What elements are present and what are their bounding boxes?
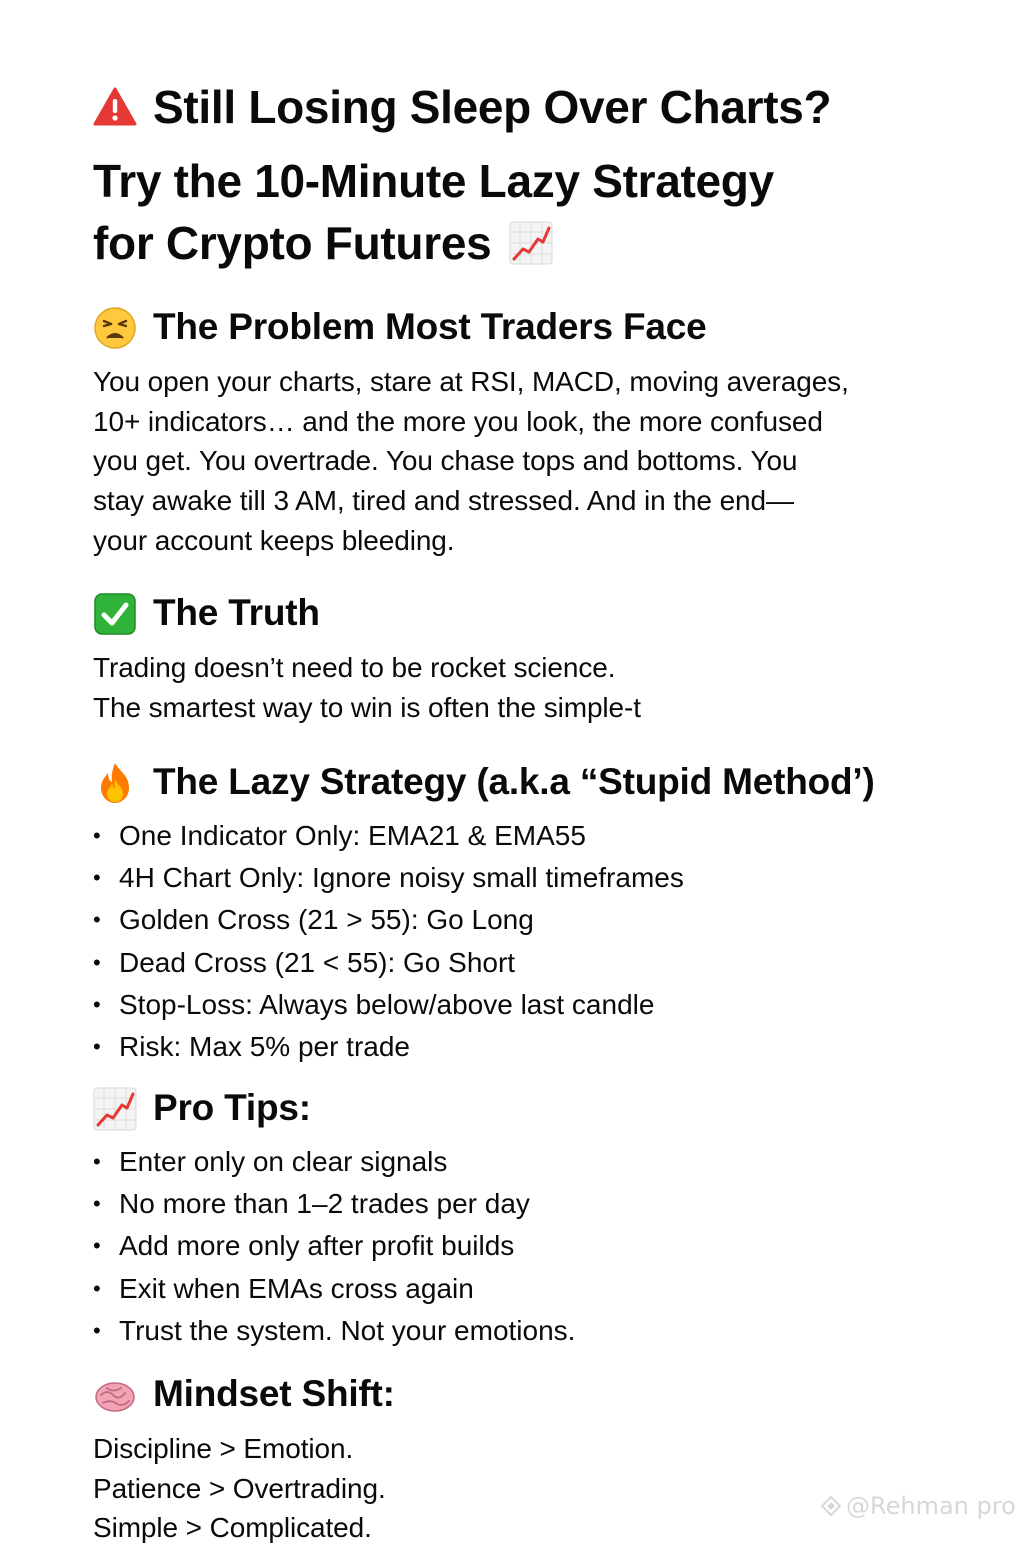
watermark — [820, 1492, 1016, 1520]
strategy-heading-text: The Lazy Strategy (a.k.a “Stupid Method’) — [153, 761, 875, 802]
tips-list — [93, 1142, 575, 1353]
strategy-item-label: Risk: — [119, 1031, 182, 1063]
list-item — [93, 943, 684, 985]
bullet-dot: • — [93, 865, 101, 891]
list-item — [93, 1226, 575, 1268]
tip-text: No more than 1–2 trades per day — [119, 1188, 530, 1220]
problem-line: your account keeps bleeding. — [93, 524, 455, 556]
truth-line: The smartest way to win is often the simple‑t — [93, 691, 641, 723]
list-item — [93, 1184, 575, 1226]
mindset-paragraph — [93, 1429, 953, 1548]
strategy-item-label: Dead Cross — [119, 946, 267, 978]
tips-heading — [93, 1086, 311, 1130]
list-item — [93, 985, 684, 1027]
chart-increasing-icon — [509, 221, 553, 265]
bullet-dot: • — [93, 1149, 101, 1174]
mindset-line: Simple > Complicated. — [93, 1512, 372, 1544]
bullet-dot: • — [93, 991, 101, 1017]
problem-line: 10+ indicators… and the more you look, the more confused — [93, 405, 823, 437]
check-mark-button-icon — [93, 592, 137, 634]
strategy-item-label: One Indicator Only: — [119, 820, 361, 851]
strategy-item-text: (21 < 55): Go Short — [266, 946, 516, 978]
strategy-item-text: (21 > 55): Go Long — [290, 904, 534, 936]
strategy-item-label: 4H Chart Only: — [119, 862, 305, 894]
problem-line: you get. You overtrade. You chase tops and bottoms. You — [93, 445, 798, 477]
list-item — [93, 816, 684, 858]
problem-heading-text: The Problem Most Traders Face — [153, 306, 707, 347]
bullet-dot: • — [93, 1233, 101, 1259]
strategy-item-text: Ignore noisy small timeframes — [304, 862, 684, 894]
bullet-dot: • — [93, 1275, 101, 1301]
list-item — [93, 1027, 684, 1069]
bullet-dot: • — [93, 1191, 101, 1217]
strategy-item-label: Stop-Loss: — [119, 988, 253, 1020]
title-text-2: Try the 10-Minute Lazy Strategy — [93, 155, 774, 207]
chart-increasing-icon — [93, 1087, 137, 1129]
brain-icon — [93, 1373, 137, 1415]
strategy-heading — [93, 760, 875, 804]
warning-icon — [93, 85, 137, 129]
title-line-1 — [93, 76, 831, 138]
tips-heading-text: Pro Tips: — [153, 1087, 311, 1128]
mindset-heading-text: Mindset Shift: — [153, 1373, 395, 1414]
mindset-heading — [93, 1372, 395, 1416]
watermark-logo-icon — [820, 1495, 842, 1517]
strategy-item-text: EMA21 & EMA55 — [360, 820, 586, 851]
title-text-1: Still Losing Sleep Over Charts? — [153, 81, 832, 133]
mindset-line: Patience > Overtrading. — [93, 1472, 386, 1504]
problem-line: stay awake till 3 AM, tired and stressed. And in the end— — [93, 485, 794, 517]
problem-paragraph — [93, 362, 953, 561]
truth-heading — [93, 591, 320, 635]
persevering-face-icon — [93, 306, 137, 348]
title-text-3: for Crypto Futures — [93, 217, 492, 269]
strategy-item-text: Max 5% per trade — [181, 1031, 411, 1063]
tip-text: Exit when EMAs cross again — [119, 1272, 474, 1304]
list-item — [93, 900, 684, 942]
bullet-dot: • — [93, 1034, 101, 1060]
tip-text: Add more only after profit builds — [119, 1230, 515, 1262]
truth-heading-text: The Truth — [153, 592, 320, 633]
tip-text: Trust the system. Not your emotions. — [119, 1314, 576, 1346]
mindset-line: Discipline > Emotion. — [93, 1433, 354, 1464]
bullet-dot: • — [93, 1317, 101, 1343]
watermark-text: @Rehman pro — [846, 1492, 1016, 1520]
truth-paragraph — [93, 648, 953, 727]
bullet-dot: • — [93, 823, 101, 848]
list-item — [93, 1142, 575, 1184]
problem-heading — [93, 305, 706, 349]
fire-icon — [93, 761, 137, 803]
bullet-dot: • — [93, 907, 101, 933]
problem-line: You open your charts, stare at RSI, MACD, moving averages, — [93, 366, 849, 397]
bullet-dot: • — [93, 949, 101, 975]
truth-line: Trading doesn’t need to be rocket science. — [93, 652, 616, 683]
strategy-item-label: Golden Cross — [119, 904, 291, 936]
tip-text: Enter only on clear signals — [119, 1146, 448, 1177]
list-item — [93, 1269, 575, 1311]
strategy-list — [93, 816, 684, 1069]
title-line-2 — [93, 150, 774, 212]
list-item — [93, 858, 684, 900]
title-line-3 — [93, 212, 553, 274]
list-item — [93, 1311, 575, 1353]
strategy-item-text: Always below/above last candle — [252, 988, 655, 1020]
